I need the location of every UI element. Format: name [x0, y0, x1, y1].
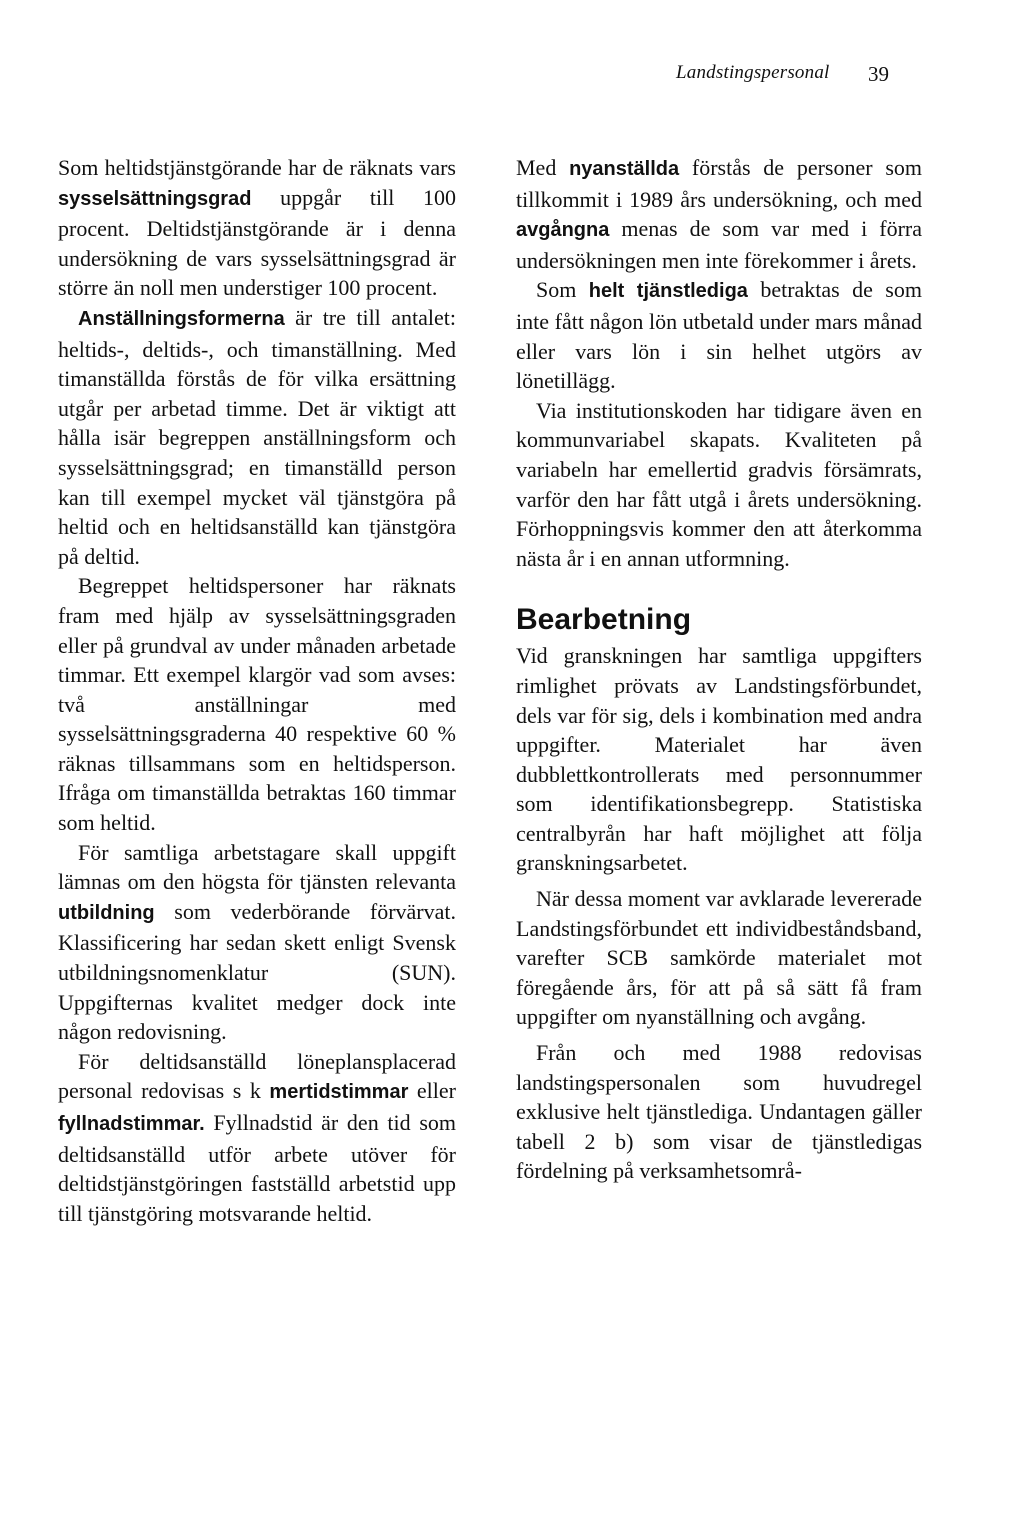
paragraph-tjanstlediga	[516, 275, 922, 395]
text-run: förstås de personer som tillkommit i 1989 års undersökning, och med	[516, 155, 922, 212]
text-run: Fyllnadstid är den tid som deltidsanställd utför arbete utöver för deltidstjänstgöringen fastställd arbetstid upp till tjänstgöring motsvarande heltid.	[58, 1110, 456, 1226]
paragraph-redovisning: Från och med 1988 redovisas landstingspersonalen som huvudregel exklusive helt tjänstlediga. Undantagen gäller tabell 2 b) som visar de tjänstledigas fördelning på verksamhetsområ-	[516, 1040, 922, 1184]
paragraph-nyanstallda	[516, 153, 922, 275]
text-run: Som	[536, 277, 589, 303]
term-sysselsattningsgrad: sysselsättningsgrad	[58, 187, 252, 210]
text-run: är tre till antalet: heltids-, deltids-, och timanställning. Med timanställda förstås de för vilka ersättning utgår per arbetad timme. Det är viktigt att hålla isär begreppen anställningsform och sysselsättningsgrad; en timanställd person kan till exempel mycket väl tjänstgöra på heltid och en heltidsanställd kan tjänstgöra på deltid.	[58, 304, 456, 569]
page-header	[0, 60, 1024, 90]
term-nyanstallda: nyanställda	[569, 158, 680, 180]
text-run: menas de som var med i förra undersökningen men inte förekommer i årets.	[516, 216, 922, 273]
paragraph-heltidspersoner: Begreppet heltidspersoner har räknats fram med hjälp av sysselsättningsgraden eller på grundval av under månaden arbetade timmar. Ett exempel klargör vad som avses: två anställningar med sysselsättningsgraderna 40 respektive 60 % räknas tillsammans som en heltidsperson. Ifråga om timanställda betraktas 160 timmar som heltid.	[58, 573, 456, 836]
text-run: som vederbörande förvärvat. Klassificering har sedan skett enligt Svensk utbildningsnomenklatur (SUN). Uppgifternas kvalitet medger dock inte någon redovisning.	[58, 898, 456, 1045]
text-run: eller	[408, 1078, 456, 1104]
term-mertidstimmar: mertidstimmar	[269, 1081, 409, 1104]
term-fyllnadstimmar: fyllnadstimmar.	[58, 1113, 205, 1135]
text-run: Med	[516, 155, 570, 180]
text-run: För samtliga arbetstagare skall uppgift lämnas om den högsta för tjänsten relevanta	[58, 839, 456, 895]
section-heading-bearbetning: Bearbetning	[516, 603, 692, 637]
left-column	[58, 153, 456, 1228]
paragraph-mertid	[58, 1047, 456, 1229]
text-run: betraktas de som inte fått någon lön utbetald under mars månad eller vars lön i sin helhet utgörs av lönetillägg.	[516, 277, 922, 394]
paragraph-institutionskod: Via institutionskoden har tidigare även en kommunvariabel skapats. Kvaliteten på variabeln har emellertid gradvis försämrats, varför den har fått utgå i årets undersökning. Förhoppningsvis kommer den att återkomma nästa år i en annan utformning.	[516, 397, 922, 571]
paragraph-granskning: Vid granskningen har samtliga uppgifters rimlighet prövats av Landstingsförbundet, dels var för sig, dels i kombination med andra uppgifter. Materialet har även dubblettkontrollerats med personnummer som identifikationsbegrepp. Statistiska centralbyrån har haft möjlighet att följa granskningsarbetet.	[516, 643, 922, 876]
paragraph-anstallningsformer	[58, 303, 456, 571]
text-run: uppgår till 100 procent. Deltidstjänstgörande är i denna undersökning de vars sysselsättningsgrad är större än noll men understiger 100 procent.	[58, 184, 456, 301]
paragraph-utbildning	[58, 838, 456, 1047]
text-run: För deltidsanställd löneplansplacerad personal redovisas s k	[58, 1048, 456, 1104]
term-helt-tjanstlediga: helt tjänstlediga	[588, 280, 748, 303]
term-anstallningsformerna: Anställningsformerna	[78, 307, 285, 330]
term-avgangna: avgångna	[516, 219, 610, 242]
paragraph-individbestand: När dessa moment var avklarade levererade Landstingsförbundet ett individbeståndsband, varefter SCB samkörde materialet mot föregående års, för att på så sätt få fram uppgifter om nyanställning och avgång.	[516, 886, 922, 1030]
right-column	[516, 153, 922, 1186]
running-title: Landstingspersonal	[676, 62, 830, 83]
paragraph-heltid	[58, 153, 456, 303]
page-number: 39	[868, 62, 889, 86]
term-utbildning: utbildning	[58, 901, 155, 924]
text-run: Som heltidstjänstgörande har de räknats vars	[58, 155, 456, 180]
